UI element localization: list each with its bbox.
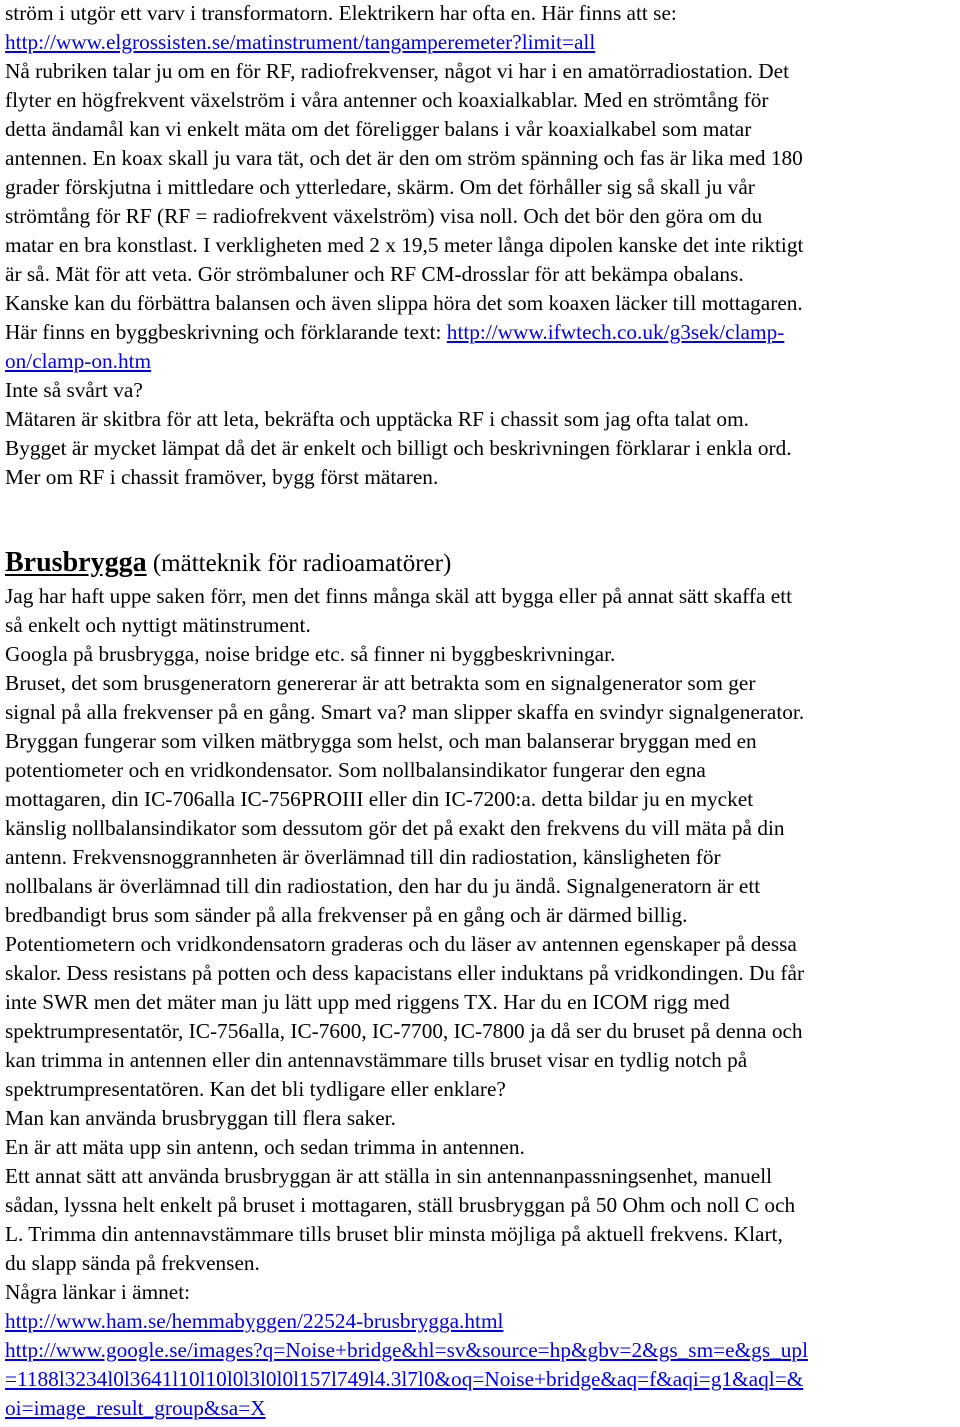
text-line: signal på alla frekvenser på en gång. Smart va? man slipper skaffa en svindyr signalgenerator. [5, 700, 805, 724]
text-line: antenn. Frekvensnoggrannheten är överlämnad till din radiostation, känsligheten för [5, 845, 721, 869]
ham-se-link[interactable]: http://www.ham.se/hemmabyggen/22524-brusbrygga.html [5, 1309, 504, 1333]
google-images-link[interactable]: http://www.google.se/images?q=Noise+bridge&hl=sv&source=hp&gbv=2&gs_sm=e&gs_upl [5, 1338, 808, 1362]
text-line: nollbalans är överlämnad till din radiostation, den har du ju ändå. Signalgeneratorn är ett [5, 874, 761, 898]
heading-title: Brusbrygga [5, 547, 147, 578]
text-line: detta ändamål kan vi enkelt mäta om det föreligger balans i vår koaxialkabel som matar [5, 117, 752, 141]
text-line: En är att mäta upp sin antenn, och sedan trimma in antennen. [5, 1135, 525, 1159]
ifwtech-link-continued[interactable]: on/clamp-on.htm [5, 349, 152, 373]
text-line: potentiometer och en vridkondensator. Som nollbalansindikator fungerar den egna [5, 758, 706, 782]
text-line: flyter en högfrekvent växelström i våra antenner och koaxialkablar. Med en strömtång för [5, 88, 769, 112]
text-line: skalor. Dess resistans på potten och dess kapacistans eller induktans på vridkondingen. Du får [5, 961, 805, 985]
text-line: sådan, lyssna helt enkelt på bruset i mottagaren, ställ brusbryggan på 50 Ohm och noll C och [5, 1193, 796, 1217]
text-line: ström i utgör ett varv i transformatorn. Elektrikern har ofta en. Här finns att se: [5, 1, 677, 25]
text-line: Mer om RF i chassit framöver, bygg först mätaren. [5, 465, 439, 489]
text-line: Några länkar i ämnet: [5, 1280, 191, 1304]
text-line: är så. Mät för att veta. Gör strömbaluner och RF CM-drosslar för att bekämpa obalans. [5, 262, 744, 286]
google-images-link-end[interactable]: oi=image_result_group&sa=X [5, 1396, 266, 1420]
text-line: kan trimma in antennen eller din antennavstämmare tills bruset visar en tydlig notch på [5, 1048, 748, 1072]
text-line: Googla på brusbrygga, noise bridge etc. så finner ni byggbeskrivningar. [5, 642, 616, 666]
text-line: Bruset, det som brusgeneratorn genererar är att betrakta som en signalgenerator som ger [5, 671, 756, 695]
text-line: Ett annat sätt att använda brusbryggan är att ställa in sin antennanpassningsenhet, manuell [5, 1164, 773, 1188]
text-line: bredbandigt brus som sänder på alla frekvenser på en gång och är därmed billig. [5, 903, 688, 927]
text-line: L. Trimma din antennavstämmare tills bruset blir minsta möjliga på aktuell frekvens. Klart, [5, 1222, 783, 1246]
text-line: grader förskjutna i mittledare och ytterledare, skärm. Om det förhåller sig så skall ju vår [5, 175, 755, 199]
text-line: Bygget är mycket lämpat då det är enkelt och billigt och beskrivningen förklarar i enkla ord. [5, 436, 792, 460]
elgrossisten-link[interactable]: http://www.elgrossisten.se/matinstrument/tangamperemeter?limit=all [5, 30, 596, 54]
text-line: matar en bra konstlast. I verkligheten med 2 x 19,5 meter långa dipolen kanske det inte riktigt [5, 233, 804, 257]
text-line [5, 319, 784, 345]
section-heading [5, 545, 451, 585]
heading-subtitle: (mätteknik för radioamatörer) [146, 550, 452, 577]
text-line: känslig nollbalansindikator som dessutom gör det på exakt den frekvens du vill mäta på din [5, 816, 785, 840]
text-line: Potentiometern och vridkondensatorn graderas och du läser av antennen egenskaper på dessa [5, 932, 797, 956]
text-line: så enkelt och nyttigt mätinstrument. [5, 613, 311, 637]
text-line: mottagaren, din IC-706alla IC-756PROIII eller din IC-7200:a. detta bildar ju en mycket [5, 787, 754, 811]
text-line: du slapp sända på frekvensen. [5, 1251, 260, 1275]
google-images-link-continued[interactable]: =1188l3234l0l3641l10l10l0l3l0l0l157l749l4.3l7l0&oq=Noise+bridge&aq=f&aqi=g1&aql=& [5, 1367, 804, 1391]
text-line: Jag har haft uppe saken förr, men det finns många skäl att bygga eller på annat sätt skaffa ett [5, 584, 793, 608]
text-line: antennen. En koax skall ju vara tät, och det är den om ström spänning och fas är lika med 180 [5, 146, 803, 170]
text-line: spektrumpresentatör, IC-756alla, IC-7600, IC-7700, IC-7800 ja då ser du bruset på denna och [5, 1019, 803, 1043]
text-line: Kanske kan du förbättra balansen och även slippa höra det som koaxen läcker till mottagaren. [5, 291, 803, 315]
ifwtech-link[interactable]: http://www.ifwtech.co.uk/g3sek/clamp- [446, 320, 785, 344]
text-line: Mätaren är skitbra för att leta, bekräfta och upptäcka RF i chassit som jag ofta talat om. [5, 407, 749, 431]
text-segment: Här finns en byggbeskrivning och förklarande text: [5, 320, 447, 344]
text-line: Nå rubriken talar ju om en för RF, radiofrekvenser, något vi har i en amatörradiostation. Det [5, 59, 789, 83]
text-line: inte SWR men det mäter man ju lätt upp med riggens TX. Har du en ICOM rigg med [5, 990, 730, 1014]
text-line: Inte så svårt va? [5, 378, 143, 402]
text-line: Bryggan fungerar som vilken mätbrygga som helst, och man balanserar bryggan med en [5, 729, 757, 753]
text-line: strömtång för RF (RF = radiofrekvent växelström) visa noll. Och det bör den göra om du [5, 204, 763, 228]
text-line: Man kan använda brusbryggan till flera saker. [5, 1106, 396, 1130]
text-line: spektrumpresentatören. Kan det bli tydligare eller enklare? [5, 1077, 506, 1101]
